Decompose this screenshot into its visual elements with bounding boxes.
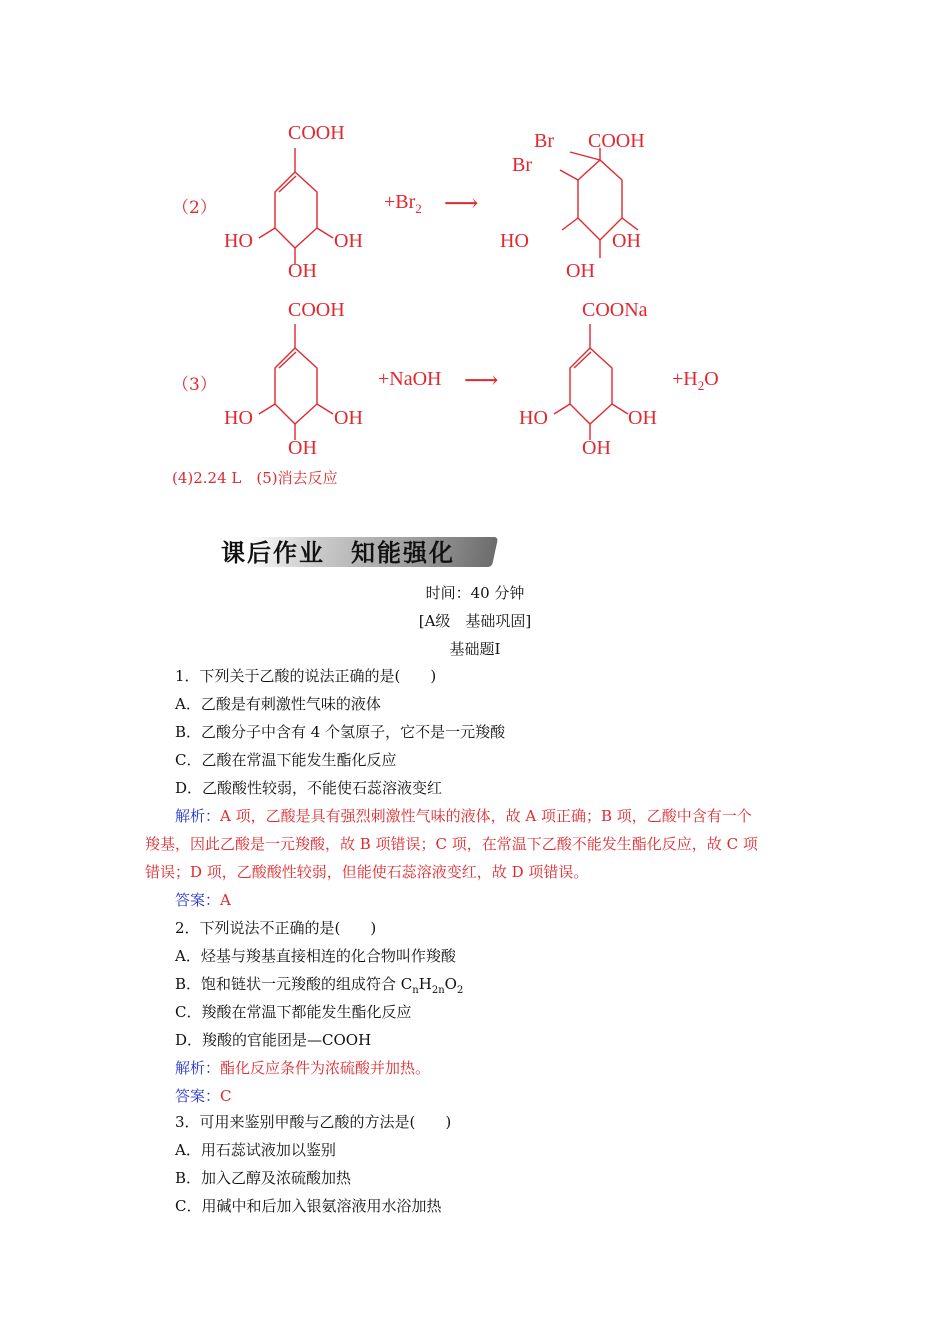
reactant-2-oh-bottom: OH bbox=[288, 260, 317, 282]
q1-option-c: C．乙酸在常温下能发生酯化反应 bbox=[175, 751, 397, 769]
q2-formula-h: H bbox=[418, 975, 432, 993]
q2-answer-label: 答案： bbox=[175, 1087, 221, 1105]
q2-formula-2: 2 bbox=[456, 985, 464, 996]
q1-answer bbox=[175, 890, 231, 910]
q1-answer-value: A bbox=[220, 891, 231, 909]
reagent-3-naoh: +NaOH bbox=[378, 368, 442, 390]
reagent-2-sub: 2 bbox=[415, 201, 422, 216]
q1-analysis-text1: A 项，乙酸是具有强烈刺激性气味的液体，故 A 项正确；B 项，乙酸中含有一个 bbox=[220, 807, 752, 825]
product-2-br-top: Br bbox=[534, 130, 554, 152]
q3-option-c: C．用碱中和后加入银氨溶液用水浴加热 bbox=[175, 1197, 442, 1215]
q2-option-c: C．羧酸在常温下都能发生酯化反应 bbox=[175, 1003, 412, 1021]
q1-answer-label: 答案： bbox=[175, 891, 221, 909]
section-banner bbox=[205, 525, 505, 575]
byproduct-3-h2o bbox=[672, 368, 719, 394]
reaction-2-number: （2） bbox=[172, 198, 217, 218]
q2-analysis-label: 解析： bbox=[175, 1059, 221, 1077]
reaction-2-reactant-ring bbox=[255, 140, 355, 280]
q2-analysis-text: 酯化反应条件为浓硫酸并加热。 bbox=[220, 1059, 431, 1077]
q1-option-b: B．乙酸分子中含有 4 个氢原子，它不是一元羧酸 bbox=[175, 723, 506, 741]
product-2-oh-right: OH bbox=[612, 230, 641, 252]
product-2-oh-bottom: OH bbox=[566, 260, 595, 282]
subsection-title: 基础题Ⅰ bbox=[449, 640, 501, 658]
q3-option-a: A．用石蕊试液加以鉴别 bbox=[175, 1141, 336, 1159]
product-3-ho: HO bbox=[519, 407, 548, 429]
q2-analysis bbox=[175, 1058, 430, 1078]
reaction-3-arrow: ⟶ bbox=[464, 368, 499, 394]
q2-formula-n: n bbox=[412, 985, 419, 996]
q2-formula-2n: 2n bbox=[431, 985, 445, 996]
q1-analysis-line3: 错误；D 项，乙酸酸性较弱，但能使石蕊溶液变红，故 D 项错误。 bbox=[145, 863, 589, 881]
product-2-cooh: COOH bbox=[588, 130, 645, 152]
reactant-3-oh-bottom: OH bbox=[288, 437, 317, 459]
q1-analysis-line2: 羧基，因此乙酸是一元羧酸，故 B 项错误；C 项，在常温下乙酸不能发生酯化反应，故 C 项 bbox=[145, 835, 758, 853]
product-2-br-side: Br bbox=[512, 154, 532, 176]
reaction-2-product-ring bbox=[530, 140, 650, 280]
reaction-2-arrow: ⟶ bbox=[444, 191, 479, 217]
q1-analysis-label: 解析： bbox=[175, 807, 221, 825]
q3-stem: 3．可用来鉴别甲酸与乙酸的方法是( ) bbox=[175, 1113, 452, 1131]
banner-title: 课后作业 知能强化 bbox=[221, 539, 455, 567]
q2-option-d: D．羧酸的官能团是—COOH bbox=[175, 1031, 372, 1049]
reactant-3-ho: HO bbox=[224, 407, 253, 429]
time-limit: 时间：40 分钟 bbox=[425, 584, 525, 602]
reagent-2-br2 bbox=[384, 191, 422, 217]
product-3-oh-right: OH bbox=[628, 407, 657, 429]
q3-option-b: B．加入乙醇及浓硫酸加热 bbox=[175, 1169, 352, 1187]
reactant-3-cooh: COOH bbox=[288, 299, 345, 321]
byproduct-3-sub: 2 bbox=[697, 378, 705, 393]
reactant-2-cooh: COOH bbox=[288, 122, 345, 144]
q1-option-a: A．乙酸是有刺激性气味的液体 bbox=[175, 695, 381, 713]
reaction-3-number: （3） bbox=[172, 375, 217, 395]
level-heading: [A级 基础巩固] bbox=[418, 612, 532, 630]
q1-stem: 1．下列关于乙酸的说法正确的是( ) bbox=[175, 667, 437, 685]
reactant-3-oh-right: OH bbox=[334, 407, 363, 429]
q2-option-a: A．烃基与羧基直接相连的化合物叫作羧酸 bbox=[175, 947, 456, 965]
reagent-2-text: +Br bbox=[384, 191, 416, 213]
q2-formula-o: O bbox=[444, 975, 457, 993]
product-3-coona: COONa bbox=[582, 299, 648, 321]
reactant-2-oh-right: OH bbox=[334, 230, 363, 252]
byproduct-3-h: +H bbox=[672, 368, 698, 390]
product-3-oh-bottom: OH bbox=[582, 437, 611, 459]
q2-option-b-text: B．饱和链状一元羧酸的组成符合 C bbox=[175, 975, 413, 993]
reactant-2-ho: HO bbox=[224, 230, 253, 252]
q2-answer-value: C bbox=[220, 1087, 232, 1105]
q1-analysis-line1 bbox=[175, 806, 752, 826]
q2-answer bbox=[175, 1086, 232, 1106]
q1-option-d: D．乙酸酸性较弱，不能使石蕊溶液变红 bbox=[175, 779, 443, 797]
q2-option-b bbox=[175, 974, 463, 1001]
product-2-ho: HO bbox=[500, 230, 529, 252]
byproduct-3-o: O bbox=[704, 368, 719, 390]
reaction-45-answers: (4)2.24 L (5)消去反应 bbox=[172, 469, 338, 487]
q2-stem: 2．下列说法不正确的是( ) bbox=[175, 919, 377, 937]
